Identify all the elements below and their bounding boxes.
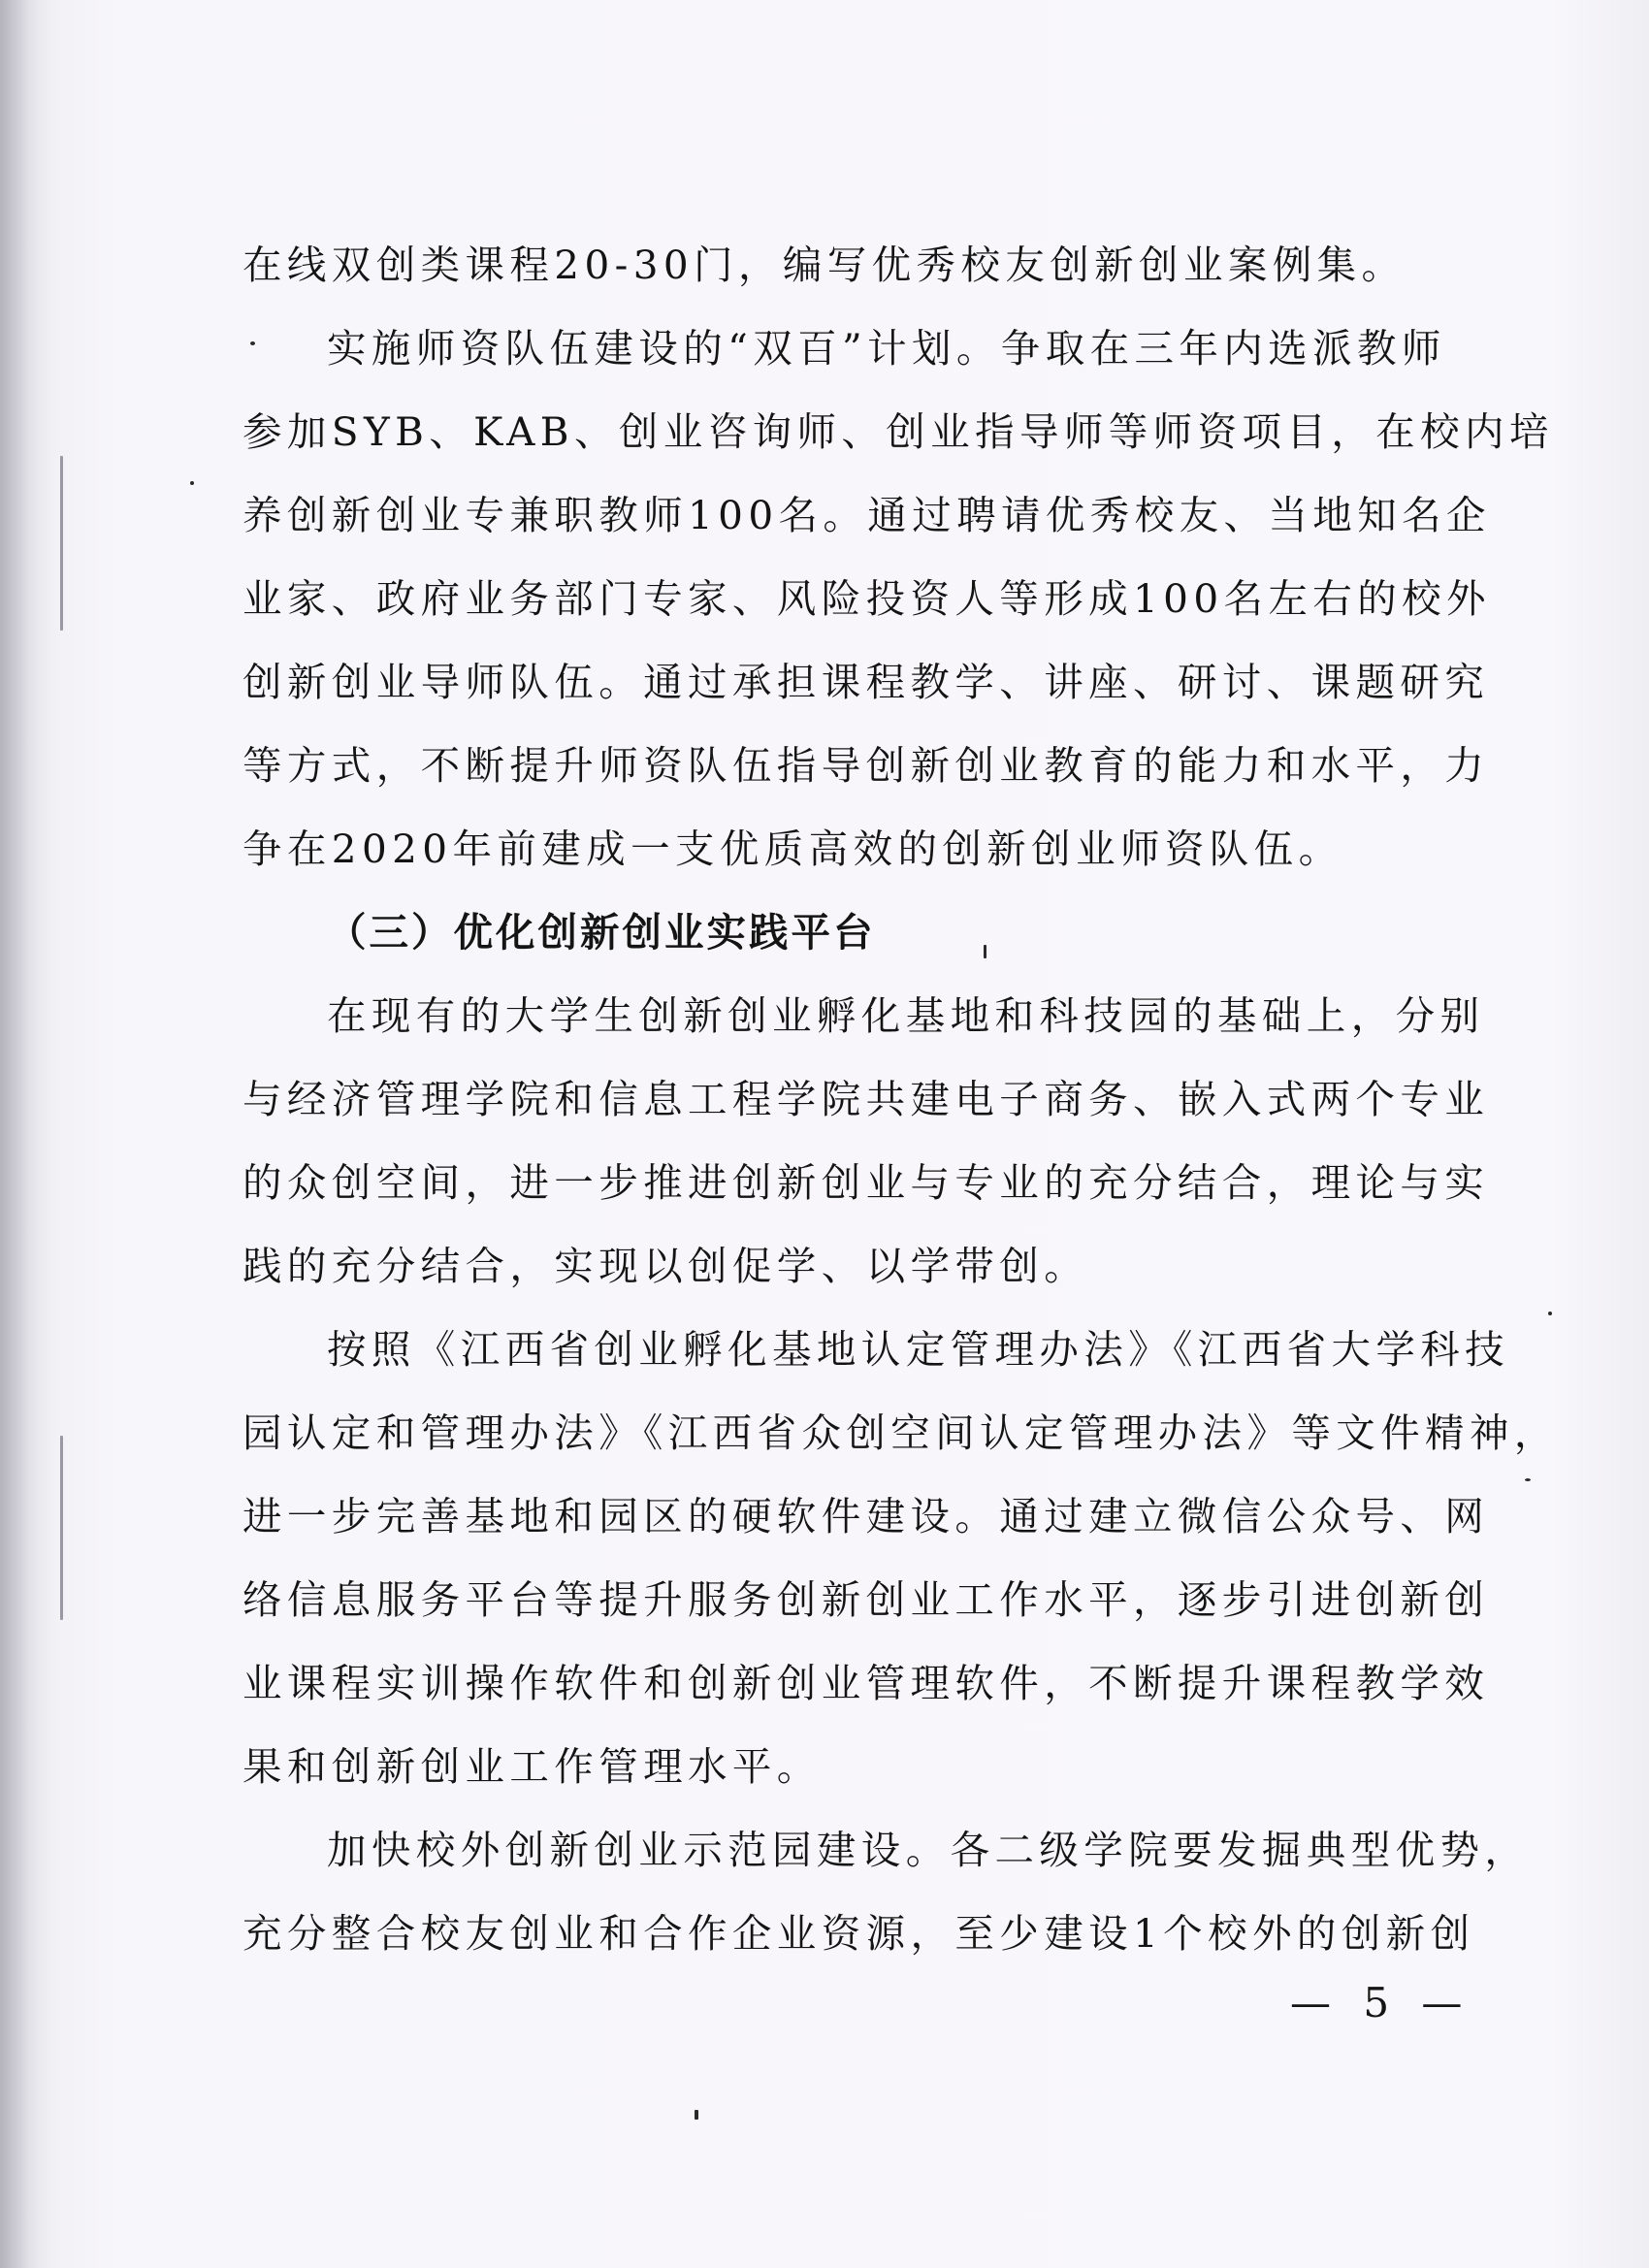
body-line: 践的充分结合，实现以创促学、以学带创。 — [242, 1243, 1089, 1289]
body-line: 充分整合校友创业和合作企业资源，至少建设1个校外的创新创 — [242, 1910, 1475, 1957]
body-line: 创新创业导师队伍。通过承担课程教学、讲座、研讨、课题研究 — [242, 659, 1490, 705]
body-line: 果和创新创业工作管理水平。 — [242, 1743, 822, 1790]
body-line: 在现有的大学生创新创业孵化基地和科技园的基础上，分别 — [327, 992, 1485, 1039]
body-line: 参加SYB、KAB、创业咨询师、创业指导师等师资项目，在校内培 — [242, 408, 1554, 455]
page-number: — 5 — — [1290, 1979, 1472, 2026]
body-line: 加快校外创新创业示范园建设。各二级学院要发掘典型优势， — [327, 1827, 1530, 1873]
staple-mark-upper — [60, 456, 63, 631]
body-line: 业课程实训操作软件和创新创业管理软件，不断提升课程教学效 — [242, 1660, 1490, 1706]
body-line: 养创新创业专兼职教师100名。通过聘请优秀校友、当地知名企 — [242, 492, 1491, 538]
body-line: 业家、政府业务部门专家、风险投资人等形成100名左右的校外 — [242, 575, 1491, 622]
section-heading: （三）优化创新创业实践平台 — [327, 909, 876, 956]
body-line: 等方式，不断提升师资队伍指导创新创业教育的能力和水平，力 — [242, 742, 1490, 789]
body-line: 的众创空间，进一步推进创新创业与专业的充分结合，理论与实 — [242, 1159, 1490, 1206]
body-line: 争在2020年前建成一支优质高效的创新创业师资队伍。 — [242, 826, 1343, 872]
staple-mark-lower — [60, 1436, 63, 1620]
body-line: 实施师资队伍建设的“双百”计划。争取在三年内选派教师 — [327, 325, 1446, 372]
body-line: 进一步完善基地和园区的硬软件建设。通过建立微信公众号、网 — [242, 1493, 1490, 1539]
body-line: 络信息服务平台等提升服务创新创业工作水平，逐步引进创新创 — [242, 1576, 1490, 1623]
body-line: 与经济管理学院和信息工程学院共建电子商务、嵌入式两个专业 — [242, 1076, 1490, 1122]
body-line: 按照《江西省创业孵化基地认定管理办法》《江西省大学科技 — [327, 1326, 1510, 1373]
binding-shadow — [0, 0, 56, 2268]
body-line: 园认定和管理办法》《江西省众创空间认定管理办法》等文件精神， — [242, 1409, 1559, 1456]
body-line: 在线双创类课程20-30门，编写优秀校友创新创业案例集。 — [242, 242, 1406, 288]
